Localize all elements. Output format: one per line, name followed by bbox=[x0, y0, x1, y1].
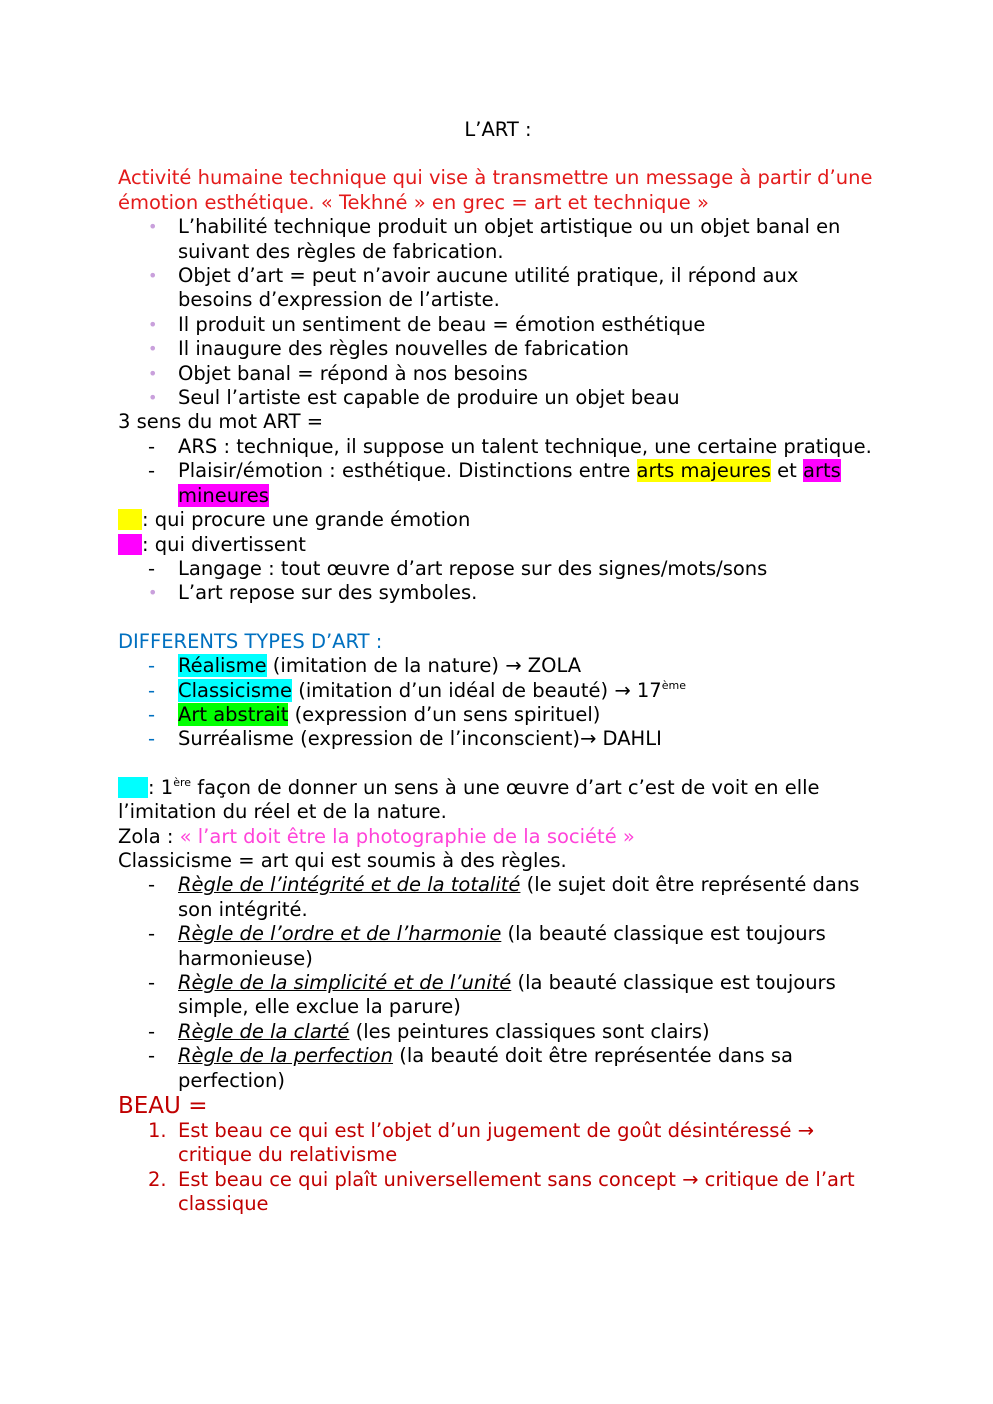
list-item: - Classicisme (imitation d’un idéal de beauté) → 17ème bbox=[148, 678, 686, 702]
list-item: • Il produit un sentiment de beau = émotion esthétique bbox=[148, 312, 706, 336]
rules-list bbox=[118, 873, 878, 1093]
bullet-icon: • bbox=[148, 314, 158, 334]
list-item: 1. Est beau ce qui est l’objet d’un jugement de goût désintéressé → critique du relativisme bbox=[148, 1119, 814, 1167]
list-item: - ARS : technique, il suppose un talent technique, une certaine pratique. bbox=[148, 434, 872, 458]
magenta-swatch-icon bbox=[118, 534, 142, 555]
dash-icon: - bbox=[148, 678, 156, 702]
cyan-swatch-icon bbox=[118, 777, 148, 798]
list-item: • Il inaugure des règles nouvelles de fabrication bbox=[148, 337, 630, 361]
list-item: - Règle de l’intégrité et de la totalité (le sujet doit être représenté dans son intégrité. bbox=[148, 873, 860, 921]
abstrait-highlight: Art abstrait bbox=[178, 702, 289, 726]
bullet-icon: • bbox=[148, 339, 158, 359]
bullet-icon: • bbox=[148, 583, 158, 603]
dash-icon: - bbox=[148, 459, 156, 483]
beau-list bbox=[118, 1119, 878, 1217]
dash-icon: - bbox=[148, 971, 156, 994]
yellow-swatch-icon bbox=[118, 509, 142, 530]
bullet-icon: • bbox=[148, 388, 158, 408]
list-item: - Règle de l’ordre et de l’harmonie (la beauté classique est toujours harmonieuse) bbox=[148, 922, 826, 970]
types-heading: DIFFERENTS TYPES D’ART : bbox=[118, 629, 383, 653]
classicisme-definition: Classicisme = art qui est soumis à des règles. bbox=[118, 848, 567, 872]
langage-list bbox=[118, 557, 878, 606]
spacer bbox=[118, 752, 878, 776]
list-item: • L’art repose sur des symboles. bbox=[148, 581, 478, 605]
dash-icon: - bbox=[148, 654, 156, 678]
zola-quote-line: Zola : « l’art doit être la photographie de la société » bbox=[118, 824, 635, 848]
art-definition: Activité humaine technique qui vise à transmettre un message à partir d’une émotion esthétique. « Tekhné » en grec = art et technique » bbox=[118, 166, 873, 214]
sens-heading: 3 sens du mot ART = bbox=[118, 410, 324, 434]
dash-icon: - bbox=[148, 1044, 156, 1068]
spacer bbox=[118, 606, 878, 630]
list-item: • Seul l’artiste est capable de produire un objet beau bbox=[148, 386, 680, 410]
legend-yellow: : qui procure une grande émotion bbox=[118, 508, 878, 532]
dash-icon: - bbox=[148, 727, 156, 751]
list-item: 2. Est beau ce qui plaît universellement sans concept → critique de l’art classique bbox=[148, 1167, 855, 1216]
dash-icon: - bbox=[148, 922, 156, 946]
legend-magenta: : qui divertissent bbox=[118, 533, 878, 557]
art-bullet-list bbox=[118, 215, 878, 410]
cyan-note: : 1ère façon de donner un sens à une œuvre d’art c’est de voit en elle l’imitation du réel et de la nature. bbox=[118, 775, 820, 824]
realisme-highlight: Réalisme bbox=[178, 654, 267, 678]
classicisme-highlight: Classicisme bbox=[178, 678, 293, 702]
list-item: - Plaisir/émotion : esthétique. Distinctions entre arts majeures et arts mineures bbox=[148, 459, 841, 507]
sens-list bbox=[118, 435, 878, 508]
dash-icon: - bbox=[148, 434, 156, 458]
beau-heading: BEAU = bbox=[118, 1093, 208, 1120]
dash-icon: - bbox=[148, 702, 156, 726]
types-list bbox=[118, 654, 878, 752]
document-content bbox=[118, 118, 878, 1217]
bullet-icon: • bbox=[148, 266, 158, 286]
list-item: - Règle de la simplicité et de l’unité (la beauté classique est toujours simple, elle exclue la parure) bbox=[148, 971, 836, 1019]
list-item: • L’habilité technique produit un objet artistique ou un objet banal en suivant des règles de fabrication. bbox=[148, 215, 841, 263]
bullet-icon: • bbox=[148, 217, 158, 237]
dash-icon: - bbox=[148, 1019, 156, 1043]
list-item: - Art abstrait (expression d’un sens spirituel) bbox=[148, 702, 601, 726]
page-title: L’ART : bbox=[464, 118, 532, 141]
list-item: • Objet d’art = peut n’avoir aucune utilité pratique, il répond aux besoins d’expression de l’artiste. bbox=[148, 264, 799, 312]
list-item: - Réalisme (imitation de la nature) → ZOLA bbox=[148, 654, 582, 678]
arts-mineures-highlight: arts mineures bbox=[178, 459, 841, 507]
list-item: - Surréalisme (expression de l’inconscient)→ DAHLI bbox=[148, 727, 662, 751]
dash-icon: - bbox=[148, 873, 156, 897]
list-item: - Règle de la perfection (la beauté doit être représentée dans sa perfection) bbox=[148, 1044, 793, 1092]
list-item: - Règle de la clarté (les peintures classiques sont clairs) bbox=[148, 1019, 710, 1043]
arts-majeures-highlight: arts majeures bbox=[636, 459, 771, 483]
dash-icon: - bbox=[148, 556, 156, 580]
list-item: - Langage : tout œuvre d’art repose sur des signes/mots/sons bbox=[148, 556, 768, 580]
list-item: • Objet banal = répond à nos besoins bbox=[148, 361, 528, 385]
zola-quote: « l’art doit être la photographie de la société » bbox=[179, 824, 635, 848]
bullet-icon: • bbox=[148, 363, 158, 383]
